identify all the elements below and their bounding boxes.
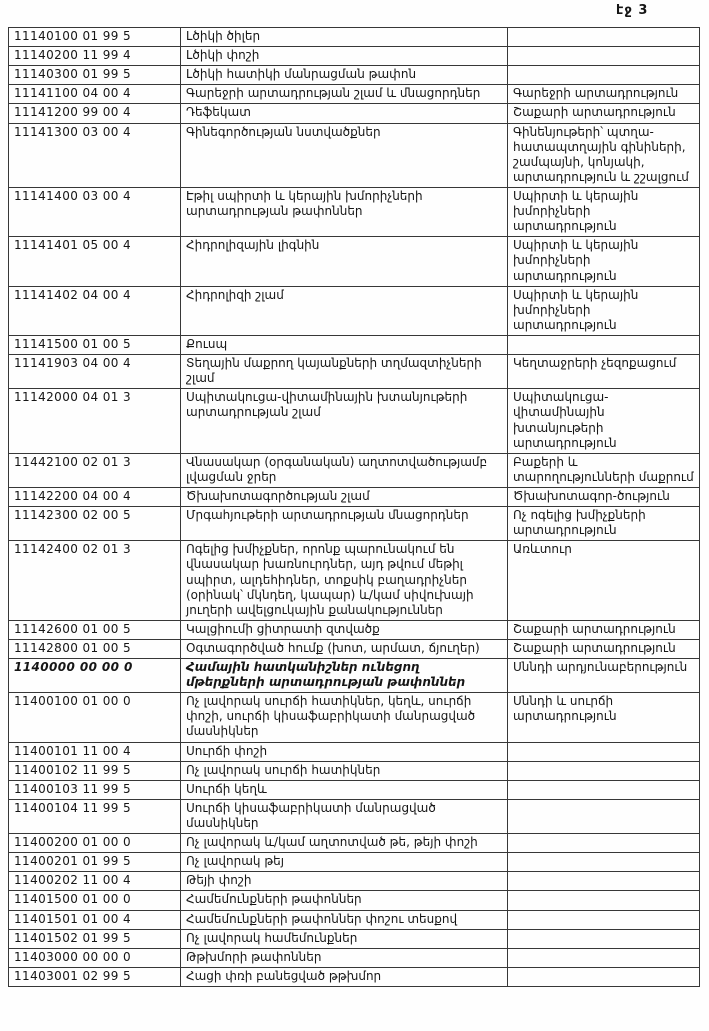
table-row: [9, 948, 700, 967]
waste-code-cell: 11140200 11 99 4: [9, 47, 181, 66]
table-row: [9, 967, 700, 986]
waste-source-industry-cell: Գարեջրի արտադրություն: [508, 85, 700, 104]
waste-code-cell: 11142300 02 00 5: [9, 507, 181, 541]
waste-code-cell: 11400202 11 00 4: [9, 872, 181, 891]
waste-source-industry-cell: Սպիտակուցա-վիտամինային խտանյութերի արտադրություն: [508, 389, 700, 453]
waste-source-industry-cell: Սննդի արդյունաբերություն: [508, 659, 700, 693]
waste-source-industry-cell: [508, 929, 700, 948]
waste-name-cell: Ոչ լավորակ և/կամ աղտոտված թե, թեյի փոշի: [181, 834, 508, 853]
table-row: [9, 620, 700, 639]
waste-source-industry-cell: [508, 834, 700, 853]
table-row: [9, 187, 700, 236]
waste-name-cell: Ոչ լավորակ թեյ: [181, 853, 508, 872]
waste-code-cell: 11141903 04 00 4: [9, 355, 181, 389]
waste-name-cell: Սուրճի կիսաֆաբրիկատի մանրացված մասնիկներ: [181, 799, 508, 833]
waste-code-cell: 11141100 04 00 4: [9, 85, 181, 104]
table-row: [9, 47, 700, 66]
waste-name-cell: Հիդրոլիզի շլամ: [181, 286, 508, 335]
table-row: [9, 834, 700, 853]
waste-code-cell: 11140300 01 99 5: [9, 66, 181, 85]
waste-name-cell: Համային հատկանիշներ ունեցող մթերքների արտադրության թափոններ: [181, 659, 508, 693]
waste-code-cell: 11142800 01 00 5: [9, 639, 181, 658]
waste-code-cell: 11400100 01 00 0: [9, 693, 181, 742]
waste-code-cell: 11142200 04 00 4: [9, 487, 181, 506]
waste-name-cell: Լծիկի ծիլեր: [181, 28, 508, 47]
waste-source-industry-cell: Կեղտաջրերի չեզոքացում: [508, 355, 700, 389]
waste-source-industry-cell: Սպիրտի և կերային խմորիչների արտադրություն: [508, 286, 700, 335]
waste-code-cell: 11140100 01 99 5: [9, 28, 181, 47]
waste-name-cell: Հացի փռի բանեցված թթխմոր: [181, 967, 508, 986]
waste-code-cell: 11141200 99 00 4: [9, 104, 181, 123]
waste-name-cell: Էթիլ սպիրտի և կերային խմորիչների արտադրության թափոններ: [181, 187, 508, 236]
waste-name-cell: Մրգահյութերի արտադրության մնացորդներ: [181, 507, 508, 541]
table-row: [9, 85, 700, 104]
waste-code-cell: 11141400 03 00 4: [9, 187, 181, 236]
table-row: [9, 910, 700, 929]
waste-name-cell: Թթխմորի թափոններ: [181, 948, 508, 967]
table-row: [9, 237, 700, 286]
waste-name-cell: Ոչ լավորակ սուրճի հատիկներ, կեղև, սուրճի փոշի, սուրճի կիսաֆաբրիկատի մանրացված մասնիկներ: [181, 693, 508, 742]
table-row: [9, 28, 700, 47]
table-row: [9, 639, 700, 658]
waste-name-cell: Համեմունքների թափոններ փոշու տեսքով: [181, 910, 508, 929]
waste-source-industry-cell: [508, 761, 700, 780]
waste-name-cell: Գինեգործության նստվածքներ: [181, 123, 508, 187]
waste-code-cell: 11403000 00 00 0: [9, 948, 181, 967]
waste-name-cell: Հիդրոլիզային լիգնին: [181, 237, 508, 286]
waste-code-cell: 11400200 01 00 0: [9, 834, 181, 853]
table-row: [9, 780, 700, 799]
waste-source-industry-cell: [508, 891, 700, 910]
waste-source-industry-cell: [508, 967, 700, 986]
waste-code-cell: 11400102 11 99 5: [9, 761, 181, 780]
waste-name-cell: Սպիտակուցա-վիտամինային խտանյութերի արտադրության շլամ: [181, 389, 508, 453]
table-row: [9, 761, 700, 780]
waste-code-cell: 11141401 05 00 4: [9, 237, 181, 286]
waste-source-industry-cell: [508, 799, 700, 833]
page-number: էջ 3: [616, 3, 649, 18]
waste-code-cell: 11400103 11 99 5: [9, 780, 181, 799]
table-row: [9, 929, 700, 948]
waste-code-cell: 11142400 02 01 3: [9, 541, 181, 621]
waste-source-industry-cell: Սպիրտի և կերային խմորիչների արտադրություն: [508, 237, 700, 286]
waste-source-industry-cell: [508, 742, 700, 761]
waste-source-industry-cell: Շաքարի արտադրություն: [508, 639, 700, 658]
waste-source-industry-cell: Սննդի և սուրճի արտադրություն: [508, 693, 700, 742]
waste-source-industry-cell: Շաքարի արտադրություն: [508, 620, 700, 639]
table-row: [9, 541, 700, 621]
waste-code-cell: 11142000 04 01 3: [9, 389, 181, 453]
waste-source-industry-cell: [508, 853, 700, 872]
waste-name-cell: Թեյի փոշի: [181, 872, 508, 891]
waste-name-cell: Լծիկի հատիկի մանրացման թափոն: [181, 66, 508, 85]
waste-source-industry-cell: Շաքարի արտադրություն: [508, 104, 700, 123]
table-row: [9, 335, 700, 354]
waste-name-cell: Ոգելից խմիչքներ, որոնք պարունակում են վնասակար խառնուրդներ, այդ թվում մեթիլ սպիրտ, ալդեհիդներ, տոքսիկ բաղադրիչներ (օրինակ՝ մկնդեղ, կապար) և/կամ սիվուխայի յուղերի ավելցուկային քանակություններ: [181, 541, 508, 621]
waste-code-cell: 11141300 03 00 4: [9, 123, 181, 187]
waste-code-cell: 11403001 02 99 5: [9, 967, 181, 986]
waste-code-cell: 11142600 01 00 5: [9, 620, 181, 639]
table-row: [9, 891, 700, 910]
waste-name-cell: Դեֆեկատ: [181, 104, 508, 123]
waste-code-cell: 11141402 04 00 4: [9, 286, 181, 335]
table-row: [9, 389, 700, 453]
waste-code-cell: 11141500 01 00 5: [9, 335, 181, 354]
waste-source-industry-cell: Բաքերի և տարողությունների մաքրում: [508, 453, 700, 487]
table-row: [9, 355, 700, 389]
waste-code-cell: 11401502 01 99 5: [9, 929, 181, 948]
table-row: [9, 123, 700, 187]
waste-source-industry-cell: [508, 872, 700, 891]
waste-name-cell: Ոչ լավորակ համեմունքներ: [181, 929, 508, 948]
table-row: [9, 872, 700, 891]
waste-name-cell: Ծխախոտագործության շլամ: [181, 487, 508, 506]
waste-classification-table: [8, 27, 700, 987]
waste-name-cell: Գարեջրի արտադրության շլամ և մնացորդներ: [181, 85, 508, 104]
waste-source-industry-cell: [508, 780, 700, 799]
table-row: [9, 487, 700, 506]
waste-name-cell: Տեղային մաքրող կայանքների տղմազտիչների շլամ: [181, 355, 508, 389]
waste-source-industry-cell: [508, 948, 700, 967]
waste-source-industry-cell: Առևտուր: [508, 541, 700, 621]
waste-code-cell: 11400104 11 99 5: [9, 799, 181, 833]
waste-code-cell: 11442100 02 01 3: [9, 453, 181, 487]
waste-code-cell: 11401501 01 00 4: [9, 910, 181, 929]
waste-source-industry-cell: Սպիրտի և կերային խմորիչների արտադրություն: [508, 187, 700, 236]
waste-source-industry-cell: [508, 28, 700, 47]
waste-name-cell: Կալցիումի ցիտրատի զտվածք: [181, 620, 508, 639]
table-row: [9, 66, 700, 85]
table-row: [9, 507, 700, 541]
table-row: [9, 286, 700, 335]
waste-code-cell: 11401500 01 00 0: [9, 891, 181, 910]
waste-name-cell: Վնասակար (օրգանական) աղտոտվածությամբ լվացման ջրեր: [181, 453, 508, 487]
waste-source-industry-cell: Ծխախոտագոր-ծություն: [508, 487, 700, 506]
waste-name-cell: Սուրճի փոշի: [181, 742, 508, 761]
waste-code-cell: 11400201 01 99 5: [9, 853, 181, 872]
table-row: [9, 104, 700, 123]
waste-source-industry-cell: Գինենյութերի՝ պտղա-հատապտղային գինիների, շամպայնի, կոնյակի, արտադրություն և շշալցում: [508, 123, 700, 187]
table-row: [9, 799, 700, 833]
waste-code-cell: 1140000 00 00 0: [9, 659, 181, 693]
table-row: [9, 693, 700, 742]
waste-source-industry-cell: [508, 47, 700, 66]
waste-code-cell: 11400101 11 00 4: [9, 742, 181, 761]
waste-source-industry-cell: [508, 335, 700, 354]
waste-name-cell: Ոչ լավորակ սուրճի հատիկներ: [181, 761, 508, 780]
waste-name-cell: Օգտագործված հումք (խոտ, արմատ, ճյուղեր): [181, 639, 508, 658]
waste-source-industry-cell: [508, 66, 700, 85]
waste-source-industry-cell: [508, 910, 700, 929]
waste-name-cell: Սուրճի կեղև: [181, 780, 508, 799]
waste-name-cell: Լծիկի փոշի: [181, 47, 508, 66]
waste-source-industry-cell: Ոչ ոգելից խմիչքների արտադրություն: [508, 507, 700, 541]
waste-name-cell: Համեմունքների թափոններ: [181, 891, 508, 910]
waste-name-cell: Քուսպ: [181, 335, 508, 354]
table-row: [9, 853, 700, 872]
table-row: [9, 659, 700, 693]
table-row: [9, 453, 700, 487]
table-body: [9, 28, 700, 987]
table-row: [9, 742, 700, 761]
